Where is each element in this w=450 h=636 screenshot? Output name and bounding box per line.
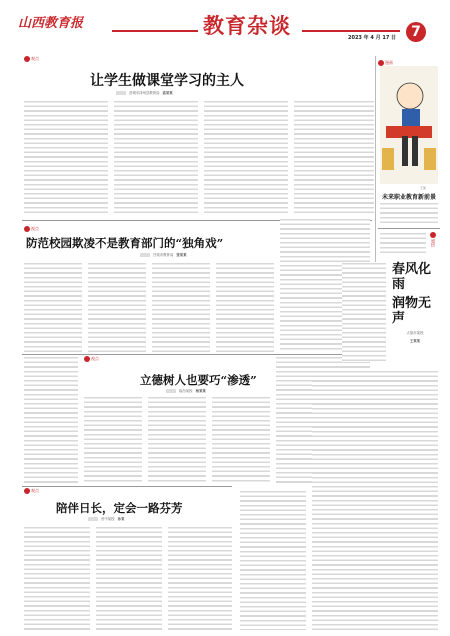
- issue-date: 2023 年 4 月 17 日: [348, 35, 397, 41]
- masthead-rule-right: [302, 30, 400, 32]
- cartoon-caption: 未来职业教育新前景: [382, 194, 437, 201]
- article2-author: 张某某: [176, 253, 187, 257]
- article3-byline: [166, 388, 206, 393]
- byline-marker: [140, 253, 150, 257]
- article2-body-col1: [24, 262, 82, 352]
- article2-byline-text: 吕梁市教育局: [153, 253, 174, 257]
- article1-title: 让学生做课堂学习的主人: [90, 73, 244, 89]
- article4-body-col2: [96, 526, 162, 630]
- article4-body-col1: [24, 526, 90, 630]
- byline-marker: [166, 389, 176, 393]
- article1-tag: [24, 56, 39, 62]
- tag-dot-icon: [430, 232, 436, 238]
- section-title: 教育杂谈: [203, 13, 291, 38]
- article5-tag-label: 感悟: [431, 239, 436, 247]
- article5-tag: [430, 232, 436, 247]
- article2-body-col2: [88, 262, 146, 352]
- divider: [378, 228, 440, 229]
- article3-body-col3: [212, 396, 270, 484]
- article3-author: 杨某某: [195, 389, 206, 393]
- article4-body-col3: [168, 526, 232, 630]
- tag-dot-icon: [24, 226, 30, 232]
- article4-byline: [88, 516, 124, 521]
- article2-body-col4: [216, 262, 274, 352]
- tag-dot-icon: [24, 488, 30, 494]
- divider: [22, 486, 232, 487]
- tag-dot-icon: [24, 56, 30, 62]
- cartoon-artist: 王某: [420, 186, 427, 190]
- article2-tag-label: 视点: [31, 226, 39, 231]
- article4-tag-label: 观点: [31, 488, 39, 493]
- article2-tag: [24, 226, 39, 232]
- page-number-badge: [406, 22, 426, 42]
- article3-byline-text: 临汾某校: [179, 389, 193, 393]
- article5-body-col1: [240, 490, 306, 630]
- article1-author: 高某某: [162, 91, 173, 95]
- article4-tag: [24, 488, 39, 494]
- article5-col-a: [342, 262, 386, 362]
- cartoon-description: [380, 202, 438, 224]
- article3-body-col1: [84, 396, 142, 484]
- article4-byline-text: 晋中某校: [101, 517, 115, 521]
- article3-title: 立德树人也要巧“渗透”: [140, 373, 257, 387]
- byline-marker: [116, 91, 126, 95]
- article1-byline: [116, 90, 173, 95]
- masthead: [0, 0, 450, 46]
- article5-title-line2: 润物无声: [392, 296, 432, 326]
- article2-title: 防范校园欺凌不是教育部门的“独角戏”: [26, 236, 224, 250]
- masthead-logo: 山西教育报: [18, 16, 84, 31]
- divider: [22, 354, 372, 355]
- article3-left-col: [24, 356, 78, 484]
- cartoon-tag-label: 漫画: [385, 60, 393, 65]
- article5-byline-text: 太原市某校: [406, 331, 424, 335]
- article1-byline-text: 晋城市泽州县教育局: [129, 91, 160, 95]
- masthead-rule-left: [112, 30, 198, 32]
- article1-body-col4: [294, 100, 374, 216]
- article3-body-col2: [148, 396, 206, 484]
- article3-tag-label: 视点: [91, 356, 99, 361]
- article1-tag-label: 观点: [31, 56, 39, 61]
- article3-tag: [84, 356, 99, 362]
- article5-body-col2: [312, 370, 438, 630]
- article4-author: 孙某: [117, 517, 125, 521]
- article2-body-col3: [152, 262, 210, 352]
- article5-byline: [407, 330, 424, 343]
- byline-marker: [88, 517, 98, 521]
- article5-title-line1: 春风化雨: [392, 262, 432, 292]
- article5-top-text: [380, 232, 426, 256]
- cartoon-illustration: [380, 66, 438, 184]
- article5-author: 王某某: [409, 339, 421, 343]
- article1-body-col1: [24, 100, 108, 216]
- article5-title-block: [392, 262, 438, 372]
- article1-body-col2: [114, 100, 198, 216]
- page-number: 7: [411, 24, 421, 40]
- article1-body-col3: [204, 100, 288, 216]
- article2-byline: [140, 252, 187, 257]
- cartoon-figure-icon: [380, 66, 438, 184]
- tag-dot-icon: [84, 356, 90, 362]
- article4-title: 陪伴日长，定会一路芬芳: [56, 501, 183, 515]
